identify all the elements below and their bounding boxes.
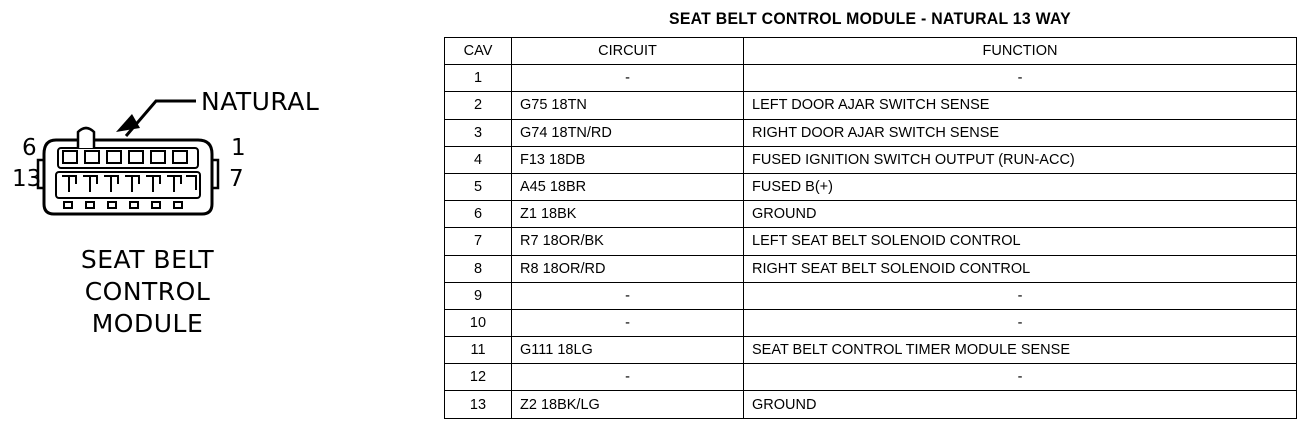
cell-cav: 1 bbox=[445, 65, 512, 92]
cell-circuit: R8 18OR/RD bbox=[512, 255, 744, 282]
table-row bbox=[445, 391, 1297, 418]
cell-function: FUSED IGNITION SWITCH OUTPUT (RUN-ACC) bbox=[744, 146, 1297, 173]
cell-function: SEAT BELT CONTROL TIMER MODULE SENSE bbox=[744, 337, 1297, 364]
cell-circuit: Z1 18BK bbox=[512, 201, 744, 228]
cell-cav: 4 bbox=[445, 146, 512, 173]
cell-function: - bbox=[744, 364, 1297, 391]
pin-label-1: 1 bbox=[231, 135, 246, 161]
cell-function: GROUND bbox=[744, 201, 1297, 228]
table-body bbox=[445, 65, 1297, 418]
cell-function: - bbox=[744, 65, 1297, 92]
table-row bbox=[445, 337, 1297, 364]
table-row bbox=[445, 173, 1297, 200]
table-row bbox=[445, 201, 1297, 228]
table-title: SEAT BELT CONTROL MODULE - NATURAL 13 WAY bbox=[668, 9, 1072, 28]
pinout-table bbox=[444, 37, 1297, 419]
caption-line-1: SEAT BELT bbox=[80, 245, 215, 274]
cell-cav: 7 bbox=[445, 228, 512, 255]
table-row bbox=[445, 309, 1297, 336]
header-cav: CAV bbox=[445, 38, 512, 65]
pin-label-6: 6 bbox=[22, 135, 37, 161]
cell-circuit: F13 18DB bbox=[512, 146, 744, 173]
header-function: FUNCTION bbox=[744, 38, 1297, 65]
cell-cav: 13 bbox=[445, 391, 512, 418]
cell-function: RIGHT SEAT BELT SOLENOID CONTROL bbox=[744, 255, 1297, 282]
table-row bbox=[445, 255, 1297, 282]
table-row bbox=[445, 92, 1297, 119]
cell-cav: 10 bbox=[445, 309, 512, 336]
cell-cav: 11 bbox=[445, 337, 512, 364]
cell-function: - bbox=[744, 282, 1297, 309]
table-header-row bbox=[445, 38, 1297, 65]
table-row bbox=[445, 65, 1297, 92]
pin-label-13: 13 bbox=[12, 166, 42, 192]
cell-cav: 12 bbox=[445, 364, 512, 391]
natural-leader-line bbox=[126, 101, 196, 136]
natural-label: NATURAL bbox=[201, 87, 320, 116]
cell-cav: 2 bbox=[445, 92, 512, 119]
cell-function: FUSED B(+) bbox=[744, 173, 1297, 200]
table-row bbox=[445, 119, 1297, 146]
cell-cav: 9 bbox=[445, 282, 512, 309]
cell-function: RIGHT DOOR AJAR SWITCH SENSE bbox=[744, 119, 1297, 146]
cell-circuit: - bbox=[512, 65, 744, 92]
cell-function: - bbox=[744, 309, 1297, 336]
connector-caption bbox=[20, 244, 275, 340]
cell-circuit: G111 18LG bbox=[512, 337, 744, 364]
table-row bbox=[445, 228, 1297, 255]
cell-circuit: Z2 18BK/LG bbox=[512, 391, 744, 418]
cell-cav: 6 bbox=[445, 201, 512, 228]
cell-circuit: G75 18TN bbox=[512, 92, 744, 119]
cell-circuit: - bbox=[512, 282, 744, 309]
table-row bbox=[445, 364, 1297, 391]
cell-circuit: G74 18TN/RD bbox=[512, 119, 744, 146]
cell-function: GROUND bbox=[744, 391, 1297, 418]
cell-circuit: - bbox=[512, 309, 744, 336]
connector-latch bbox=[78, 128, 94, 148]
cell-function: LEFT SEAT BELT SOLENOID CONTROL bbox=[744, 228, 1297, 255]
cell-circuit: R7 18OR/BK bbox=[512, 228, 744, 255]
cell-cav: 5 bbox=[445, 173, 512, 200]
table-row bbox=[445, 282, 1297, 309]
table-row bbox=[445, 146, 1297, 173]
cell-cav: 8 bbox=[445, 255, 512, 282]
caption-line-2: CONTROL bbox=[84, 277, 211, 306]
caption-line-3: MODULE bbox=[91, 309, 204, 338]
cell-circuit: - bbox=[512, 364, 744, 391]
cell-circuit: A45 18BR bbox=[512, 173, 744, 200]
connector-diagram bbox=[0, 0, 440, 444]
header-circuit: CIRCUIT bbox=[512, 38, 744, 65]
pin-label-7: 7 bbox=[229, 166, 244, 192]
cell-cav: 3 bbox=[445, 119, 512, 146]
natural-leader-arrowhead bbox=[116, 114, 140, 132]
cell-function: LEFT DOOR AJAR SWITCH SENSE bbox=[744, 92, 1297, 119]
